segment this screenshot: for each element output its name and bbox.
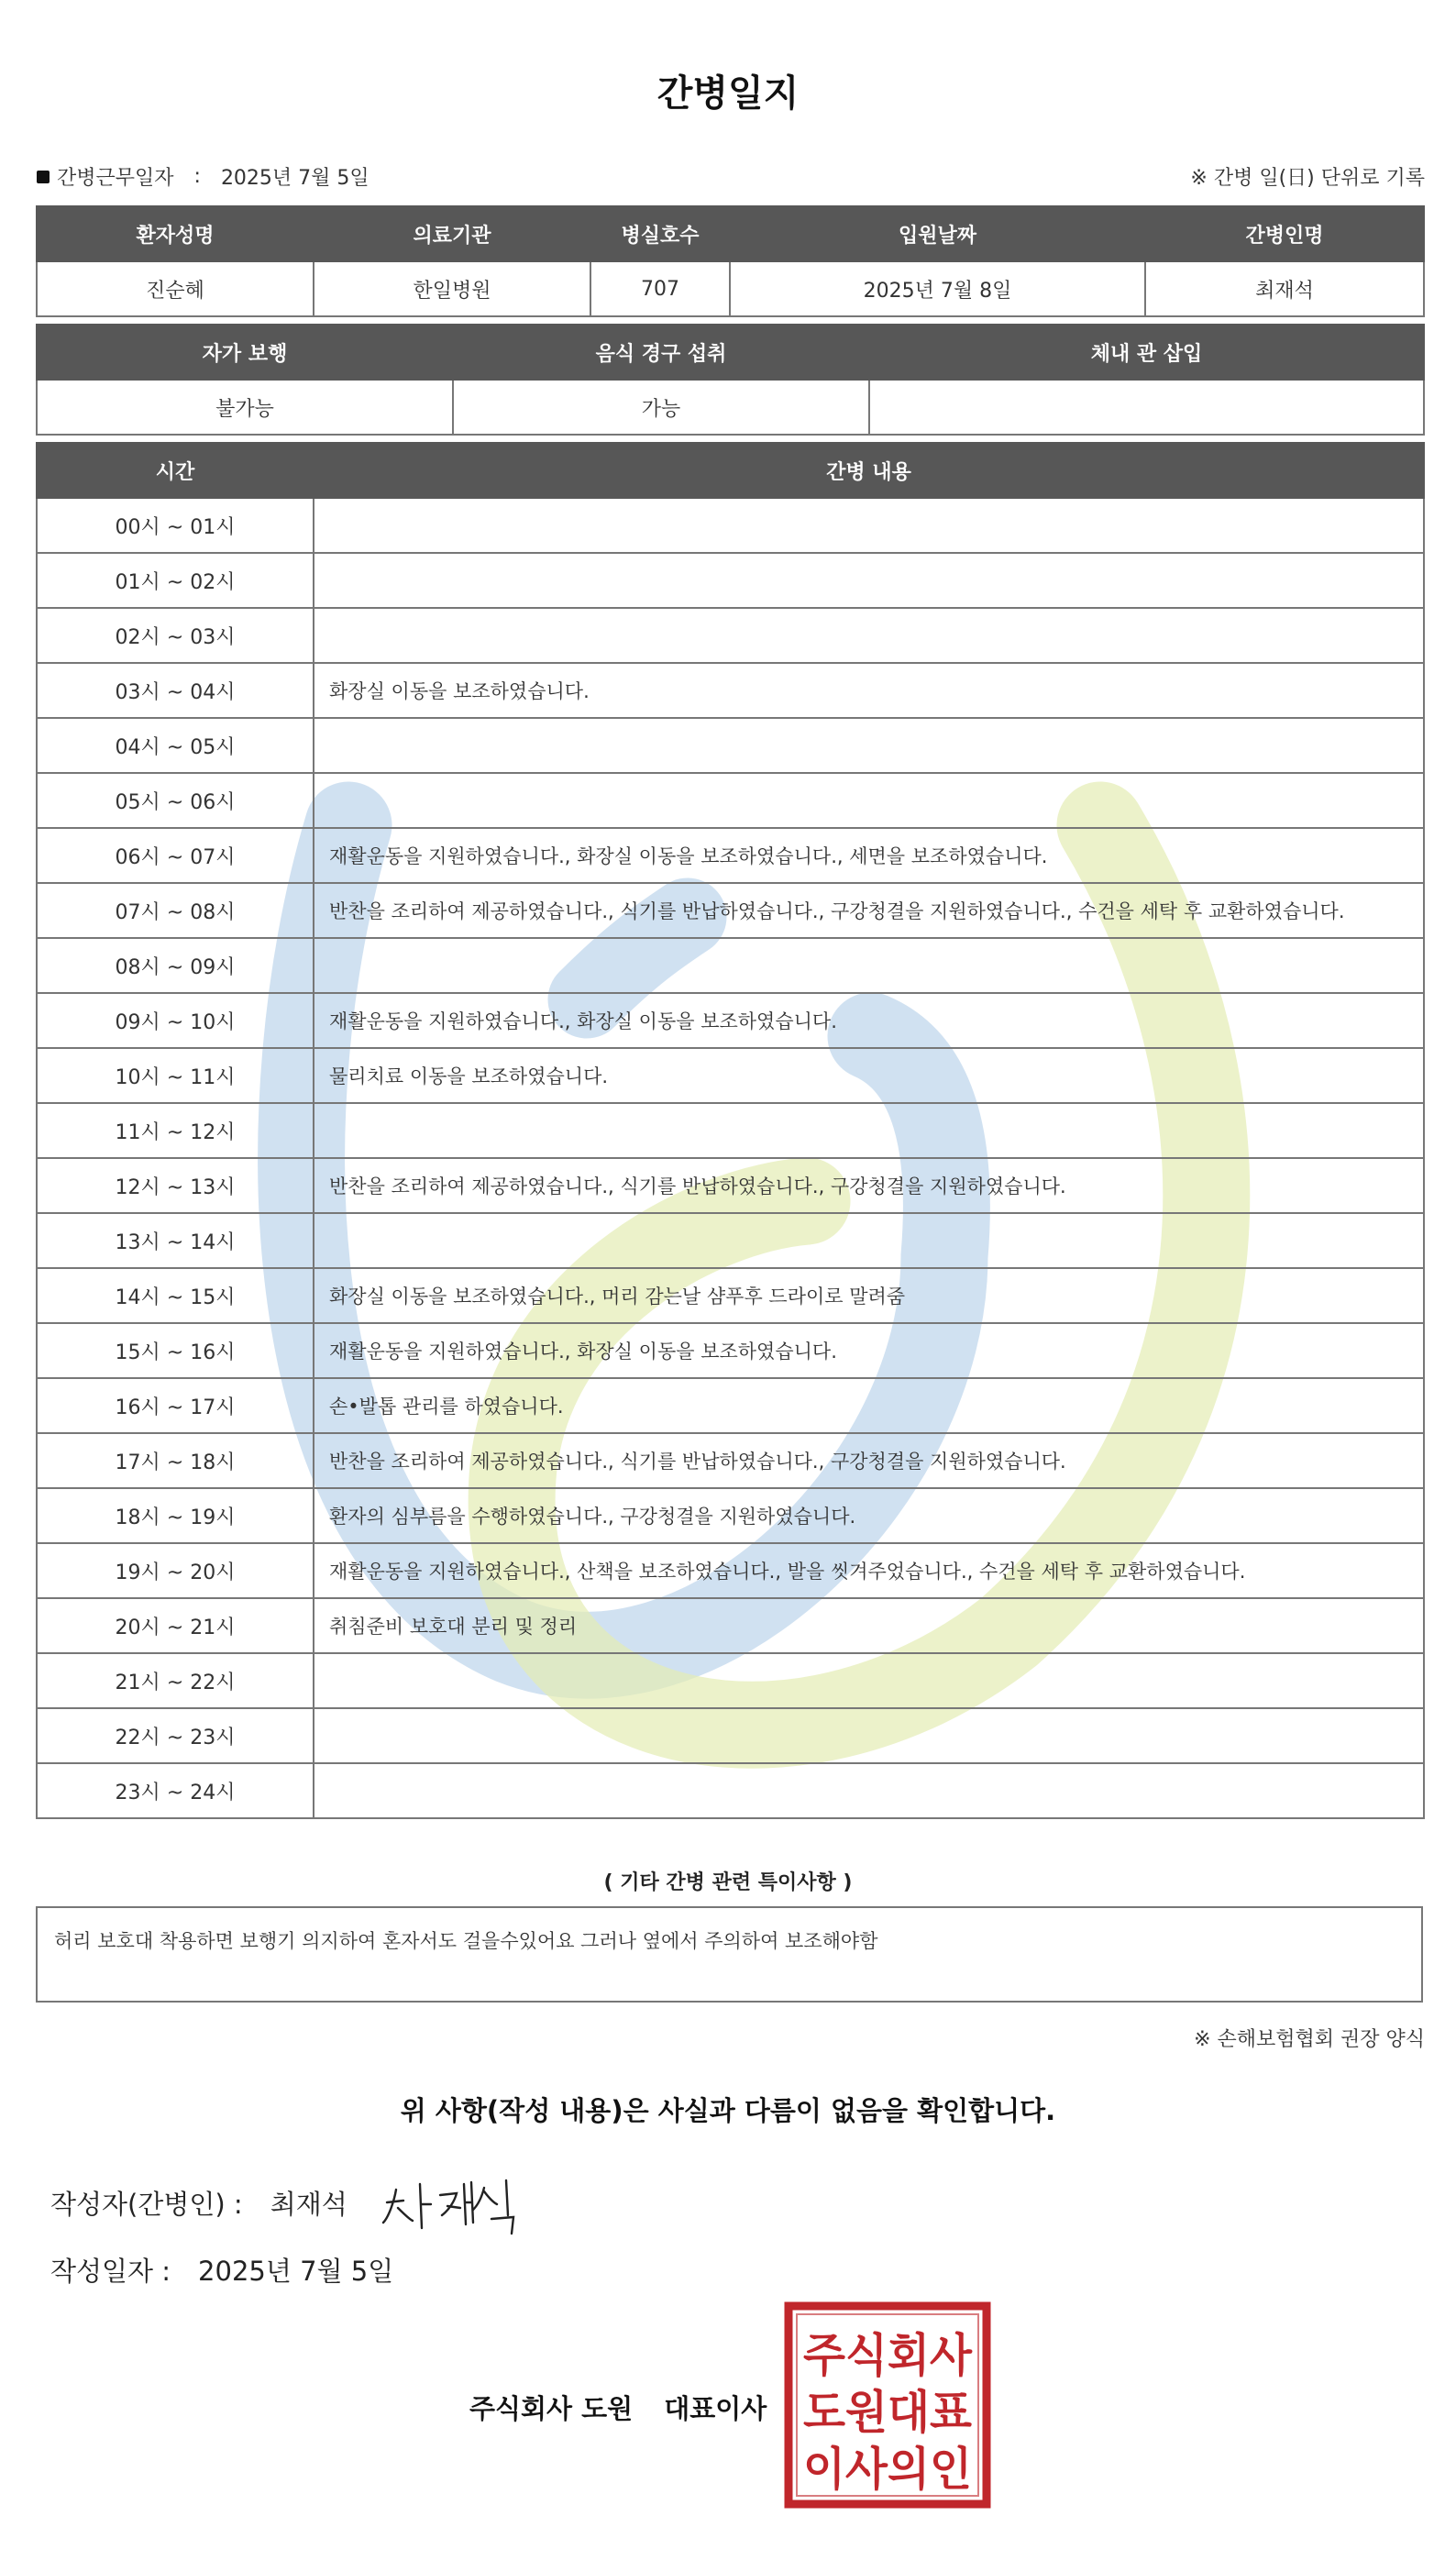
care-log-time: 14시 ~ 15시 — [37, 1268, 314, 1323]
care-log-time: 10시 ~ 11시 — [37, 1048, 314, 1103]
care-log-time: 11시 ~ 12시 — [37, 1103, 314, 1158]
care-log-content — [314, 1708, 1424, 1763]
care-log-time: 17시 ~ 18시 — [37, 1433, 314, 1488]
care-log-content — [314, 498, 1424, 553]
care-log-row — [37, 993, 1424, 1048]
svg-text:도원대표: 도원대표 — [803, 2386, 973, 2439]
care-log-content — [314, 553, 1424, 608]
document-title: 간병일지 — [656, 72, 800, 115]
care-log-row — [37, 773, 1424, 828]
tube-insertion-value — [869, 380, 1424, 435]
confirmation-statement: 위 사항(작성 내용)은 사실과 다름이 없음을 확인합니다. — [400, 2095, 1056, 2126]
room-number: 707 — [590, 261, 730, 316]
work-date-label: 간병근무일자 — [57, 167, 174, 190]
notes-text: 허리 보호대 착용하면 보행기 의지하여 혼자서도 걸을수있어요 그러나 옆에서 주의하여 보조해야함 — [54, 1930, 878, 1952]
patient-info-table — [36, 205, 1425, 317]
care-log-row — [37, 1763, 1424, 1818]
header-tube-insertion: 체내 관 삽입 — [869, 325, 1424, 380]
care-log-time: 15시 ~ 16시 — [37, 1323, 314, 1378]
recommended-form-note: ※ 손해보험협회 권장 양식 — [1194, 2028, 1425, 2051]
care-log-row — [37, 1158, 1424, 1213]
care-log-row — [37, 1543, 1424, 1598]
header-room-number: 병실호수 — [590, 206, 730, 261]
care-log-content: 화장실 이동을 보조하였습니다., 머리 감는날 샴푸후 드라이로 말려줌 — [314, 1268, 1424, 1323]
care-log-content — [314, 1213, 1424, 1268]
patient-info-value-row — [37, 261, 1424, 316]
care-log-content — [314, 718, 1424, 773]
care-log-row — [37, 1378, 1424, 1433]
write-date-value: 2025년 7월 5일 — [198, 2256, 394, 2287]
admission-date: 2025년 7월 8일 — [730, 261, 1145, 316]
square-bullet-icon — [37, 171, 50, 183]
care-log-time: 04시 ~ 05시 — [37, 718, 314, 773]
care-log-time: 07시 ~ 08시 — [37, 883, 314, 938]
care-log-content — [314, 1103, 1424, 1158]
care-log-time: 03시 ~ 04시 — [37, 663, 314, 718]
care-log-row — [37, 1323, 1424, 1378]
notes-box — [36, 1906, 1423, 2003]
caregiver-name: 최재석 — [1145, 261, 1424, 316]
care-log-content: 재활운동을 지원하였습니다., 산책을 보조하였습니다., 발을 씻겨주었습니다., 수건을 세탁 후 교환하였습니다. — [314, 1543, 1424, 1598]
patient-status-header-row — [37, 325, 1424, 380]
header-caregiver-name: 간병인명 — [1145, 206, 1424, 261]
care-log-content: 반찬을 조리하여 제공하였습니다., 식기를 반납하였습니다., 구강청결을 지원하였습니다., 수건을 세탁 후 교환하였습니다. — [314, 883, 1424, 938]
care-log-time: 08시 ~ 09시 — [37, 938, 314, 993]
care-log-row — [37, 883, 1424, 938]
header-hospital: 의료기관 — [314, 206, 590, 261]
header-patient-name: 환자성명 — [37, 206, 314, 261]
work-date-value: 2025년 7월 5일 — [220, 167, 370, 190]
care-log-content — [314, 1763, 1424, 1818]
care-log-time: 21시 ~ 22시 — [37, 1653, 314, 1708]
company-representative: 대표이사 — [664, 2393, 767, 2424]
care-log-content: 손•발톱 관리를 하였습니다. — [314, 1378, 1424, 1433]
patient-status-value-row — [37, 380, 1424, 435]
care-log-content: 취침준비 보호대 분리 및 정리 — [314, 1598, 1424, 1653]
care-log-time: 01시 ~ 02시 — [37, 553, 314, 608]
care-log-content — [314, 938, 1424, 993]
notes-title: ( 기타 간병 관련 특이사항 ) — [603, 1871, 853, 1894]
care-log-content: 환자의 심부름을 수행하였습니다., 구강청결을 지원하였습니다. — [314, 1488, 1424, 1543]
header-oral-intake: 음식 경구 섭취 — [453, 325, 869, 380]
care-log-time: 09시 ~ 10시 — [37, 993, 314, 1048]
care-log-time: 22시 ~ 23시 — [37, 1708, 314, 1763]
care-log-table — [36, 442, 1425, 1819]
care-log-row — [37, 1653, 1424, 1708]
write-date-line — [50, 2251, 393, 2289]
care-log-header-row — [37, 443, 1424, 498]
care-log-time: 19시 ~ 20시 — [37, 1543, 314, 1598]
care-log-row — [37, 1048, 1424, 1103]
care-log-content: 물리치료 이동을 보조하였습니다. — [314, 1048, 1424, 1103]
care-log-time: 18시 ~ 19시 — [37, 1488, 314, 1543]
header-self-walking: 자가 보행 — [37, 325, 453, 380]
care-log-row — [37, 1268, 1424, 1323]
care-log-row — [37, 553, 1424, 608]
care-log-content: 화장실 이동을 보조하였습니다. — [314, 663, 1424, 718]
care-log-time: 05시 ~ 06시 — [37, 773, 314, 828]
care-log-row — [37, 1433, 1424, 1488]
care-log-content: 재활운동을 지원하였습니다., 화장실 이동을 보조하였습니다. — [314, 993, 1424, 1048]
care-log-row — [37, 663, 1424, 718]
care-log-row — [37, 1598, 1424, 1653]
care-log-row — [37, 498, 1424, 553]
care-log-content — [314, 773, 1424, 828]
handwritten-signature — [376, 2164, 541, 2237]
care-log-content — [314, 608, 1424, 663]
care-log-time: 06시 ~ 07시 — [37, 828, 314, 883]
patient-name: 진순혜 — [37, 261, 314, 316]
svg-text:주식회사: 주식회사 — [803, 2329, 973, 2382]
header-care-content: 간병 내용 — [314, 443, 1424, 498]
self-walking-value: 불가능 — [37, 380, 453, 435]
svg-text:이사의인: 이사의인 — [803, 2443, 972, 2496]
header-admission-date: 입원날짜 — [730, 206, 1145, 261]
care-log-time: 20시 ~ 21시 — [37, 1598, 314, 1653]
care-log-row — [37, 828, 1424, 883]
author-label: 작성자(간병인) : — [50, 2189, 243, 2220]
care-log-row — [37, 718, 1424, 773]
care-log-time: 02시 ~ 03시 — [37, 608, 314, 663]
care-log-content: 재활운동을 지원하였습니다., 화장실 이동을 보조하였습니다. — [314, 1323, 1424, 1378]
work-date — [37, 162, 370, 191]
work-date-separator: : — [193, 165, 201, 188]
author-line — [50, 2184, 347, 2222]
patient-info-header-row — [37, 206, 1424, 261]
care-log-row — [37, 1213, 1424, 1268]
header-time: 시간 — [37, 443, 314, 498]
author-name: 최재석 — [270, 2189, 347, 2220]
company-line — [469, 2389, 767, 2426]
care-log-content: 재활운동을 지원하였습니다., 화장실 이동을 보조하였습니다., 세면을 보조하였습니다. — [314, 828, 1424, 883]
care-log-content — [314, 1653, 1424, 1708]
daily-record-note: ※ 간병 일(日) 단위로 기록 — [1190, 167, 1425, 190]
care-log-row — [37, 1708, 1424, 1763]
care-log-time: 23시 ~ 24시 — [37, 1763, 314, 1818]
care-log-row — [37, 1103, 1424, 1158]
care-log-time: 16시 ~ 17시 — [37, 1378, 314, 1433]
care-log-row — [37, 938, 1424, 993]
hospital-name: 한일병원 — [314, 261, 590, 316]
care-log-row — [37, 1488, 1424, 1543]
care-log-time: 12시 ~ 13시 — [37, 1158, 314, 1213]
care-log-content: 반찬을 조리하여 제공하였습니다., 식기를 반납하였습니다., 구강청결을 지원하였습니다. — [314, 1433, 1424, 1488]
care-log-time: 00시 ~ 01시 — [37, 498, 314, 553]
care-log-time: 13시 ~ 14시 — [37, 1213, 314, 1268]
care-log-body — [37, 498, 1424, 1818]
patient-status-table — [36, 324, 1425, 436]
company-name: 주식회사 도원 — [469, 2393, 634, 2424]
write-date-label: 작성일자 : — [50, 2256, 171, 2287]
oral-intake-value: 가능 — [453, 380, 869, 435]
company-seal — [784, 2301, 991, 2509]
care-log-content: 반찬을 조리하여 제공하였습니다., 식기를 반납하였습니다., 구강청결을 지원하였습니다. — [314, 1158, 1424, 1213]
care-log-row — [37, 608, 1424, 663]
